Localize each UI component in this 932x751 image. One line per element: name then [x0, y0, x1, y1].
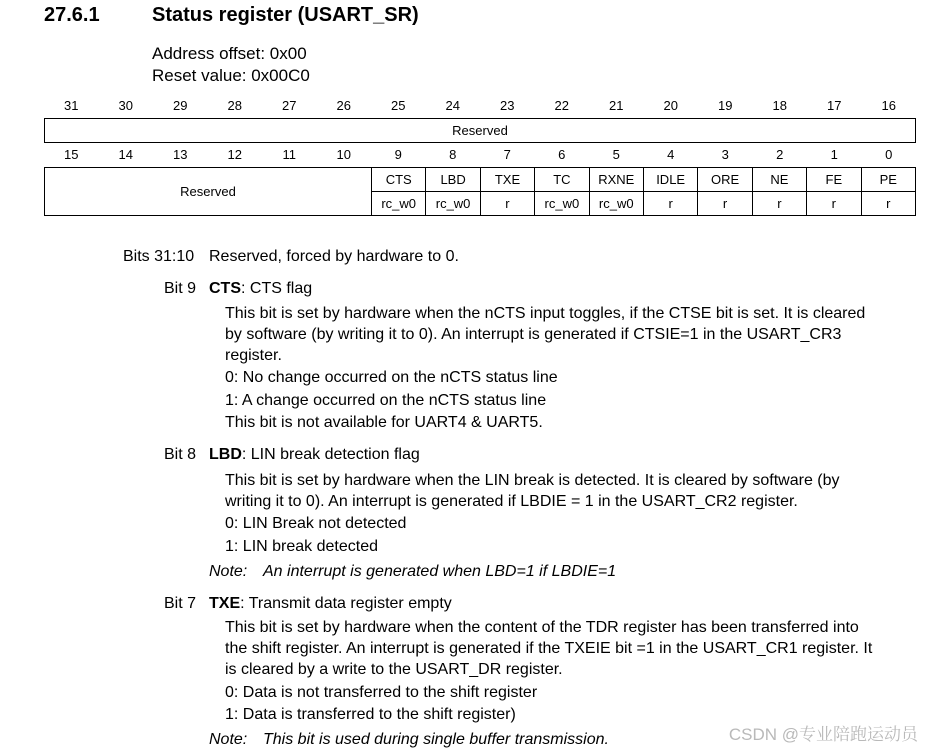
bit9-name: CTS [209, 280, 241, 297]
field-name-fe: FE [807, 168, 861, 192]
section-number: 27.6.1 [44, 4, 100, 26]
bit7-line: 0: Data is not transferred to the shift register [225, 684, 538, 701]
bit-number: 3 [721, 147, 729, 162]
field-name-ne: NE [752, 168, 806, 192]
bit7-line: is cleared by a write to the USART_DR register. [225, 661, 563, 678]
field-access-rxne: rc_w0 [589, 192, 643, 216]
reserved-upper-cell: Reserved [45, 119, 916, 143]
field-access-ne: r [752, 192, 806, 216]
bit8-title: : LIN break detection flag [241, 446, 420, 463]
bit7-note-text: This bit is used during single buffer transmission. [263, 731, 609, 748]
reset-value: Reset value: 0x00C0 [152, 66, 310, 85]
bit8-label: Bit 8 [164, 446, 197, 463]
field-name-pe: PE [861, 168, 915, 192]
field-access-ore: r [698, 192, 752, 216]
bit-number: 10 [336, 147, 351, 162]
bit-number: 6 [558, 147, 566, 162]
bit7-heading [209, 593, 452, 614]
bit-number: 29 [173, 98, 188, 113]
bit-number: 23 [500, 98, 515, 113]
bits-31-10-text: Reserved, forced by hardware to 0. [209, 248, 459, 265]
bit-number: 30 [118, 98, 133, 113]
bit8-line: 1: LIN break detected [225, 538, 378, 555]
bit-number: 9 [394, 147, 402, 162]
bit-number: 28 [227, 98, 242, 113]
field-name-idle: IDLE [643, 168, 697, 192]
field-name-txe: TXE [480, 168, 534, 192]
bit-number: 12 [227, 147, 242, 162]
bit-number: 31 [64, 98, 79, 113]
field-access-txe: r [480, 192, 534, 216]
bit7-line: 1: Data is transferred to the shift register) [225, 706, 516, 723]
bit-number: 25 [391, 98, 406, 113]
bit9-label: Bit 9 [164, 280, 197, 297]
bit9-line: 0: No change occurred on the nCTS status line [225, 369, 558, 386]
bit-number: 21 [609, 98, 624, 113]
field-access-pe: r [861, 192, 915, 216]
bit-number: 19 [718, 98, 733, 113]
bit8-note-label: Note: [209, 563, 248, 580]
field-access-lbd: rc_w0 [426, 192, 480, 216]
bit8-name: LBD [209, 446, 242, 463]
bit-number: 2 [776, 147, 784, 162]
bit7-name: TXE [209, 595, 241, 612]
bit7-title: : Transmit data register empty [240, 595, 452, 612]
field-access-tc: rc_w0 [535, 192, 589, 216]
bit9-line: register. [225, 347, 282, 364]
field-access-fe: r [807, 192, 861, 216]
bit8-line: This bit is set by hardware when the LIN break is detected. It is cleared by software (by [225, 472, 840, 489]
bit9-line: This bit is set by hardware when the nCTS input toggles, if the CTSE bit is set. It is cleared [225, 305, 866, 322]
field-access-cts: rc_w0 [372, 192, 426, 216]
bit9-title: : CTS flag [241, 280, 313, 297]
field-name-tc: TC [535, 168, 589, 192]
bit9-line: This bit is not available for UART4 & UART5. [225, 414, 543, 431]
bit-number: 7 [503, 147, 511, 162]
bit-number: 16 [881, 98, 896, 113]
register-lower-table [44, 167, 916, 216]
reserved-lower-cell: Reserved [45, 168, 372, 216]
upper-bit-numbers [44, 98, 916, 118]
bit-number: 11 [282, 147, 296, 162]
bit-number: 14 [118, 147, 133, 162]
bit-number: 15 [64, 147, 79, 162]
bit9-line: 1: A change occurred on the nCTS status line [225, 392, 547, 409]
bit9-heading [209, 278, 312, 299]
bit8-line: writing it to 0). An interrupt is generated if LBDIE = 1 in the USART_CR2 register. [225, 493, 798, 510]
address-offset: Address offset: 0x00 [152, 44, 307, 63]
field-name-lbd: LBD [426, 168, 480, 192]
bit-number: 27 [282, 98, 297, 113]
bit9-line: by software (by writing it to 0). An interrupt is generated if CTSIE=1 in the USART_CR3 [225, 326, 842, 343]
bit7-label: Bit 7 [164, 595, 197, 612]
bit8-line: 0: LIN Break not detected [225, 515, 407, 532]
bit-number: 0 [885, 147, 893, 162]
section-title: Status register (USART_SR) [152, 4, 419, 26]
bit8-heading [209, 444, 420, 465]
bit-number: 24 [445, 98, 460, 113]
field-name-cts: CTS [372, 168, 426, 192]
bit7-line: the shift register. An interrupt is generated if the TXEIE bit =1 in the USART_CR1 register. It [225, 640, 873, 657]
bit8-note-text: An interrupt is generated when LBD=1 if LBDIE=1 [263, 563, 617, 580]
bit-number: 18 [772, 98, 787, 113]
field-name-rxne: RXNE [589, 168, 643, 192]
bit-number: 5 [612, 147, 620, 162]
field-access-idle: r [643, 192, 697, 216]
bit-number: 8 [449, 147, 457, 162]
bit-number: 20 [663, 98, 678, 113]
register-upper-table [44, 118, 916, 143]
bit-number: 22 [554, 98, 569, 113]
lower-bit-numbers [44, 147, 916, 167]
bit7-line: This bit is set by hardware when the content of the TDR register has been transferred into [225, 619, 859, 636]
field-name-ore: ORE [698, 168, 752, 192]
bit-number: 4 [667, 147, 675, 162]
bit-number: 13 [173, 147, 188, 162]
bit7-note-label: Note: [209, 731, 248, 748]
bit-number: 17 [827, 98, 842, 113]
bit-number: 1 [830, 147, 838, 162]
bits-31-10-label: Bits 31:10 [123, 248, 195, 265]
bit-number: 26 [336, 98, 351, 113]
watermark: CSDN @专业陪跑运动员 [728, 725, 918, 744]
